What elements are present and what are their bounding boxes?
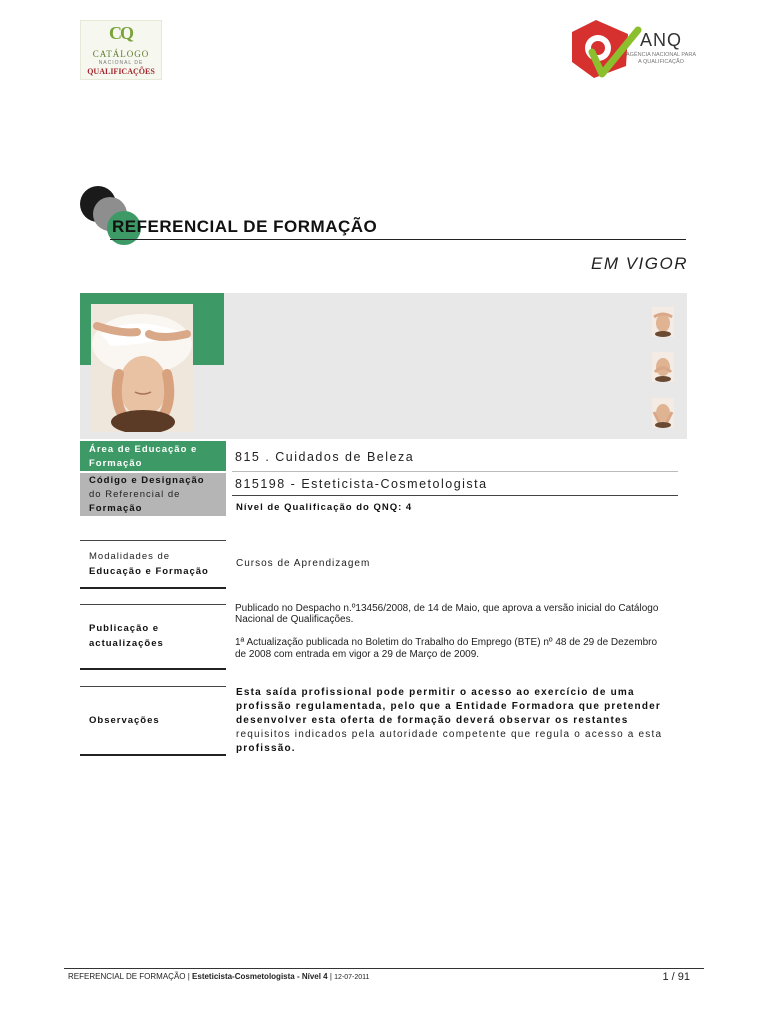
footer-rule bbox=[64, 968, 704, 969]
anq-logo-icon bbox=[566, 16, 642, 82]
codigo-label-line3: Formação bbox=[89, 503, 143, 514]
modalidades-top-rule bbox=[80, 540, 226, 541]
area-value: 815 . Cuidados de Beleza bbox=[235, 450, 415, 464]
cnq-mark: CQ bbox=[109, 23, 132, 43]
page-title: REFERENCIAL DE FORMAÇÃO bbox=[112, 217, 378, 236]
observacoes-line2: profissão regulamentada, pelo que a Entidade Formadora que pretender bbox=[236, 701, 662, 712]
publicacao-label-line1: Publicação e bbox=[89, 623, 160, 634]
face-thumbnail-icon bbox=[652, 307, 674, 337]
publicacao-bottom-rule bbox=[80, 668, 226, 670]
codigo-label-line2: do Referencial de bbox=[89, 489, 181, 500]
area-label-cell bbox=[80, 441, 226, 471]
page-number: 1 / 91 bbox=[662, 971, 690, 983]
modalidades-label-line1: Modalidades de bbox=[89, 551, 171, 562]
publicacao-p2-line2: de 2008 com entrada em vigor a 29 de Março de 2009. bbox=[235, 649, 480, 660]
modalidades-bottom-rule bbox=[80, 587, 226, 589]
publicacao-p1-line1: Publicado no Despacho n.º13456/2008, de 14 de Maio, que aprova a versão inicial do Catálogo bbox=[235, 603, 659, 614]
cnq-logo-line3: QUALIFICAÇÕES bbox=[87, 67, 155, 76]
publicacao-label-line2: actualizações bbox=[89, 638, 164, 649]
publicacao-top-rule bbox=[80, 604, 226, 605]
status-label: EM VIGOR bbox=[590, 254, 688, 273]
observacoes-line1: Esta saída profissional pode permitir o acesso ao exercício de uma bbox=[236, 687, 635, 698]
anq-logo-name: ANQ bbox=[640, 30, 683, 50]
title-divider bbox=[110, 239, 686, 240]
publicacao-p1-line2: Nacional de Qualificações. bbox=[235, 614, 354, 625]
codigo-value: 815198 - Esteticista-Cosmetologista bbox=[235, 477, 488, 491]
footer-separator: | bbox=[327, 972, 335, 981]
area-divider bbox=[232, 471, 678, 472]
codigo-divider bbox=[232, 495, 678, 496]
codigo-label-cell bbox=[80, 473, 226, 516]
nivel-qualificacao: Nível de Qualificação do QNQ: 4 bbox=[236, 502, 413, 513]
modalidades-value: Cursos de Aprendizagem bbox=[236, 558, 371, 569]
observacoes-bottom-rule bbox=[80, 754, 226, 756]
cnq-logo bbox=[80, 20, 162, 80]
footer-separator: | bbox=[185, 972, 193, 981]
codigo-label-line1: Código e Designação bbox=[89, 475, 205, 486]
modalidades-label-line2: Educação e Formação bbox=[89, 566, 209, 577]
publicacao-p2-line1: 1ª Actualização publicada no Boletim do Trabalho do Emprego (BTE) nº 48 de 29 de Dezembro bbox=[235, 637, 658, 648]
observacoes-label: Observações bbox=[89, 715, 160, 726]
area-label-line1: Área de Educação e bbox=[89, 444, 198, 455]
footer-date: 12-07-2011 bbox=[334, 974, 370, 981]
face-thumbnail-icon bbox=[652, 398, 674, 428]
cnq-logo-line2: NACIONAL DE bbox=[98, 60, 144, 66]
observacoes-top-rule bbox=[80, 686, 226, 687]
footer-reference bbox=[68, 972, 369, 981]
area-label-line2: Formação bbox=[89, 458, 143, 469]
observacoes-line3: desenvolver esta oferta de formação deverá observar os restantes bbox=[236, 715, 629, 726]
footer-ref-title: REFERENCIAL DE FORMAÇÃO bbox=[68, 972, 186, 981]
cnq-logo-line1: CATÁLOGO bbox=[92, 49, 150, 59]
face-thumbnail-icon bbox=[652, 352, 674, 382]
footer-course-name: Esteticista-Cosmetologista - Nível 4 bbox=[192, 972, 328, 981]
observacoes-line5: profissão. bbox=[236, 743, 296, 754]
observacoes-line4: requisitos indicados pela autoridade competente que regula o acesso a esta bbox=[236, 729, 663, 740]
anq-logo-subtitle: AGÊNCIA NACIONAL PARA A QUALIFICAÇÃO bbox=[626, 52, 696, 65]
face-treatment-photo bbox=[91, 304, 193, 432]
